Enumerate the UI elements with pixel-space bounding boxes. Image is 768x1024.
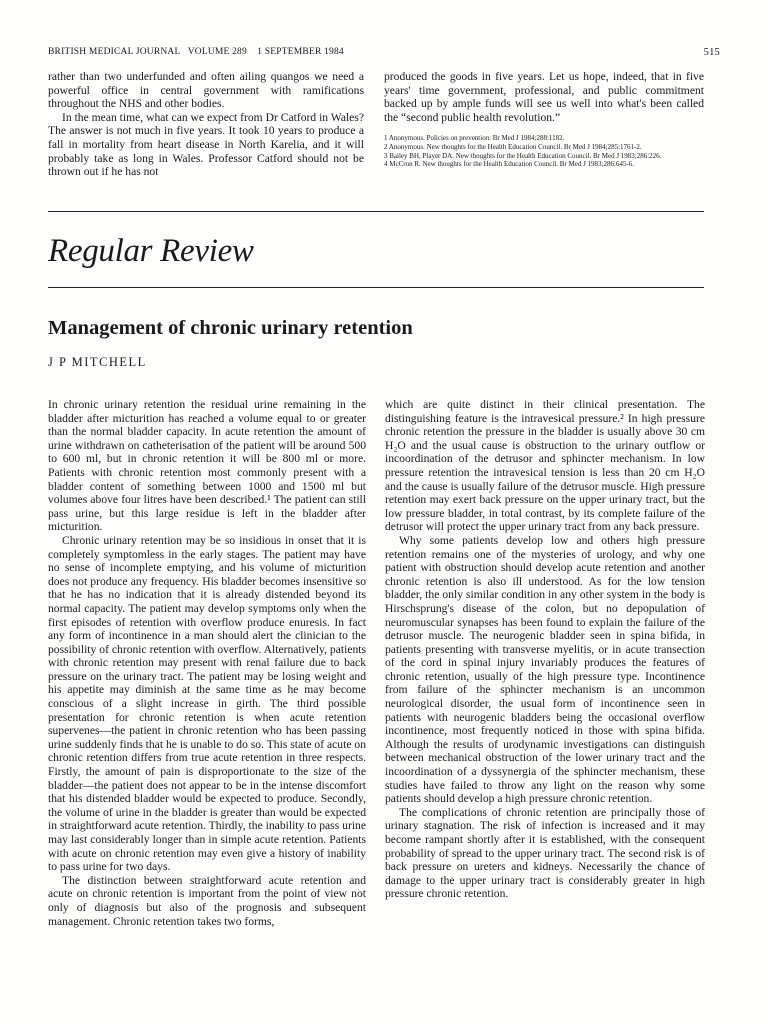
previous-article-left-column xyxy=(48,70,364,179)
page-number: 515 xyxy=(703,47,720,58)
article-author: J P MITCHELL xyxy=(48,355,147,369)
paragraph: Why some patients develop low and others high pressure retention remains one of the mysteries of urology, and why one patient with obstruction should develop acute retention and another chronic retention is also ill understood. As for the low tension bladder, the only similar condition in any other system in the body is Hirschsprung's disease of the colon, but no depopulation of neuromuscular synapses has been found to explain the failure of the detrusor muscle. The neurogenic bladder seen in spina bifida, in patients presenting with transverse myelitis, or in acute transection of the cord in spinal injury invariably produces the features of chronic retention, usually of the high pressure type. Incontinence from failure of the sphincter mechanism is an uncommon neurological disorder, the usual form of incontinence seen in patients with neurogenic bladders being the occasional overflow incontinence, most frequently noticed in those with spina bifida. Although the results of urodynamic investigations can distinguish between mechanical obstruction of the lower urinary tract and the incoordination of a dyssynergia of the sphincter mechanism, these studies have failed to throw any light on the reason why some patients should develop a high pressure chronic retention. xyxy=(385,533,705,806)
journal-citation: BRITISH MEDICAL JOURNAL VOLUME 289 1 SEPTEMBER 1984 xyxy=(48,47,344,57)
article-right-column xyxy=(385,398,705,901)
reference-item: 3 Bailey BH, Player DA. New thoughts for the Health Education Council. Br Med J 1983;286:226. xyxy=(384,151,662,160)
paragraph: rather than two underfunded and often ailing quangos we need a powerful office in central government with ramifications throughout the NHS and other bodies. xyxy=(48,70,364,111)
paragraph: The complications of chronic retention are principally those of urinary stagnation. The risk of infection is increased and it may become rampant shortly after it is established, with the consequent probability of spread to the upper urinary tract. The second risk is of back pressure on ureters and kidneys. Necessarily the chance of damage to the upper urinary tract is considerably greater in high pressure chronic retention. xyxy=(385,805,705,901)
section-heading: Regular Review xyxy=(48,233,254,269)
paragraph: The distinction between straightforward acute retention and acute on chronic retention is important from the point of view not only of diagnosis but also of the prognosis and subsequent management. Chronic retention takes two forms, xyxy=(48,873,366,928)
section-divider-bottom xyxy=(48,287,704,288)
article-title: Management of chronic urinary retention xyxy=(48,317,413,339)
running-header xyxy=(48,47,720,61)
reference-item: 1 Anonymous. Policies on prevention. Br Med J 1984;288:1182. xyxy=(384,134,565,143)
reference-list xyxy=(384,134,704,168)
reference-item: 2 Anonymous. New thoughts for the Health Education Council. Br Med J 1984;285:1761-2. xyxy=(384,142,642,151)
paragraph: produced the goods in five years. Let us hope, indeed, that in five years' time government, professional, and public commitment backed up by ample funds will see us well into what's been called the “second public health revolution.” xyxy=(384,70,704,124)
section-divider-top xyxy=(48,211,704,212)
article-left-column xyxy=(48,398,366,928)
reference-item: 4 McCron R. New thoughts for the Health Education Council. Br Med J 1983;286:645-6. xyxy=(384,160,635,169)
paragraph: Chronic urinary retention may be so insidious in onset that it is completely symptomless in the early stages. The patient may have no sense of incomplete emptying, and his volume of micturition does not produce any frequency. His bladder becomes insensitive so that he has no indication that it is already distended beyond its normal capacity. The patient may develop symptoms only when the first episodes of retention with overflow produce enuresis. In fact any form of incontinence in a man should alert the clinician to the possibility of chronic retention with overflow. Alternatively, patients with chronic retention may present with renal failure due to back pressure on the urinary tract. The patient may be losing weight and his appetite may diminish at the same time as he may become conscious of a slight increase in girth. The third possible presentation for chronic retention is when acute retention supervenes—the patient in chronic retention who has been passing urine suddenly finds that he is unable to do so. This state of acute on chronic retention differs from true acute retention in three respects. Firstly, the amount of pain is disproportionate to the size of the bladder—the patient does not appear to be in the intense discomfort that his distended bladder would be expected to produce. Secondly, the volume of urine in the bladder is greater than would be expected in straightforward acute retention. Thirdly, the inability to pass urine may last considerably longer than in simple acute retention. Patients with acute on chronic retention may even give a history of inability to pass urine for two days. xyxy=(48,533,366,874)
paragraph: In the mean time, what can we expect from Dr Catford in Wales? The answer is not much in five years. It took 10 years to produce a fall in mortality from heart disease in North Karelia, and it will probably take as long in Wales. Professor Catford should not be thrown out if he has not xyxy=(48,110,364,179)
paragraph: which are quite distinct in their clinical presentation. The distinguishing feature is the intravesical pressure.² In high pressure chronic retention the pressure in the bladder is usually above 30 cm H₂O and the usual cause is obstruction to the urinary outflow or incoordination of the detrusor and sphincter mechanism. In low pressure retention the intravesical tension is less than 20 cm H₂O and the cause is usually failure of the detrusor muscle. High pressure retention may exert back pressure on the upper urinary tract, but the low pressure bladder, in total contrast, by its complete failure of the detrusor will protect the upper urinary tract from any back pressure. xyxy=(385,398,705,534)
previous-article-right-column xyxy=(384,70,704,169)
paragraph: In chronic urinary retention the residual urine remaining in the bladder after micturition has reached a volume equal to or greater than the normal bladder capacity. In acute retention the amount of urine withdrawn on catheterisation of the patient will be around 500 to 600 ml, but in chronic retention it will be 800 ml or more. Patients with chronic retention most commonly present with a bladder content of something between 1000 and 1500 ml but volumes above four litres have been described.¹ The patient can still pass urine, but this large residue is left in the bladder after micturition. xyxy=(48,398,366,534)
